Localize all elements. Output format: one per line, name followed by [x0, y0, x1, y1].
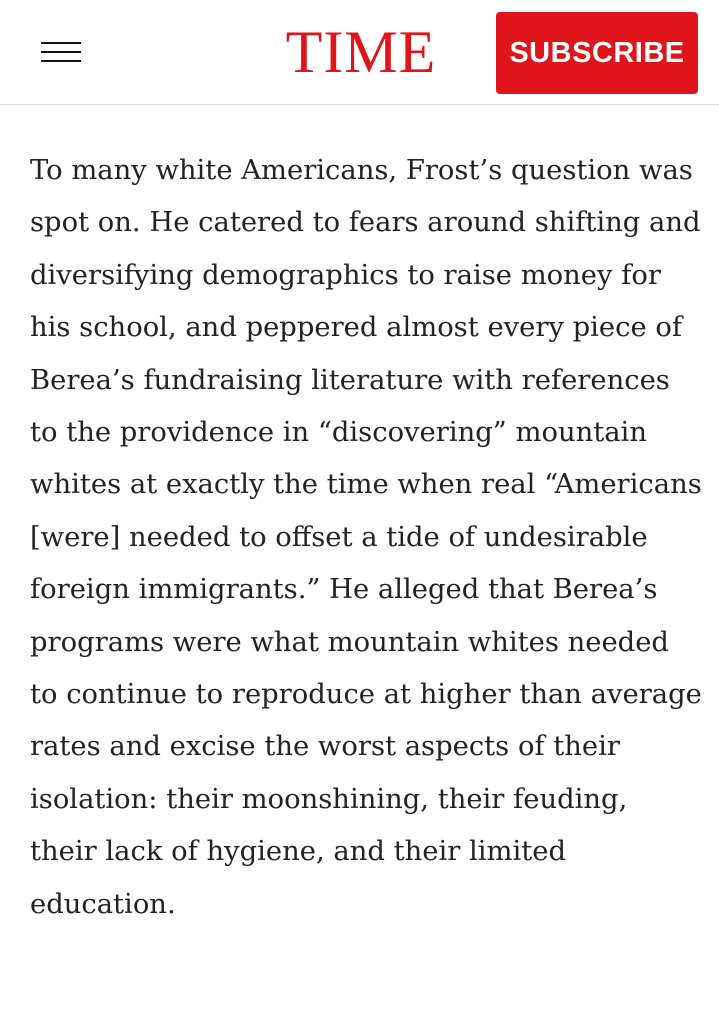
site-header — [0, 0, 719, 105]
hamburger-menu-icon[interactable] — [38, 38, 84, 66]
article-paragraph: To many white Americans, Frost’s question was spot on. He catered to fears around shifting and diversifying demographics to raise money for his school, and peppered almost every piece of Berea’s fundraising literature with references to the providence in “discovering” mountain whites at exactly the time when real “Americans [were] needed to offset a tide of undesirable foreign immigrants.” He alleged that Berea’s programs were what mountain whites needed to continue to reproduce at higher than average rates and excise the worst aspects of their isolation: their moonshining, their feuding, their lack of hygiene, and their limited education. — [30, 155, 702, 920]
subscribe-button[interactable]: SUBSCRIBE — [496, 12, 698, 94]
time-logo[interactable]: TIME — [285, 19, 437, 85]
menu-line — [41, 42, 81, 44]
menu-line — [41, 60, 81, 62]
menu-line — [41, 51, 81, 53]
